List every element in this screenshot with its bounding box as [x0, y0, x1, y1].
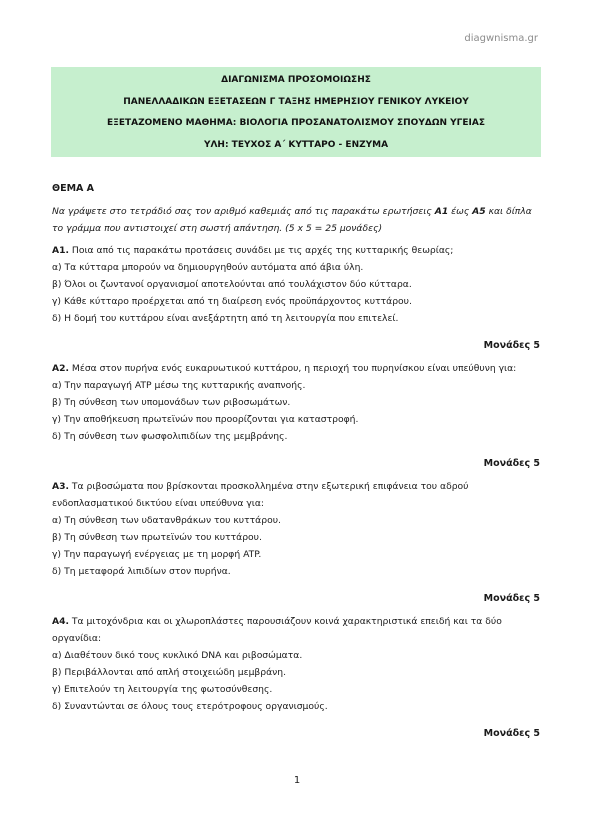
question-stem	[52, 613, 540, 647]
exam-header-box	[51, 67, 541, 157]
marks-label: Μονάδες 5	[483, 728, 540, 739]
question-stem	[52, 242, 540, 259]
question-stem	[52, 478, 540, 512]
question-label: Α1.	[52, 245, 69, 256]
option-b: β) Τη σύνθεση των πρωτεϊνών του κυττάρου.	[52, 532, 262, 543]
question-a2	[52, 360, 540, 472]
question-label: Α3.	[52, 481, 69, 492]
marks-label: Μονάδες 5	[483, 593, 540, 604]
instructions-text-1: Να γράψετε στο τετράδιό σας τον αριθμό καθεμιάς από τις παρακάτω ερωτήσεις	[52, 206, 435, 217]
instructions	[52, 203, 540, 237]
exam-content	[52, 180, 540, 748]
option-d: δ) Τη μεταφορά λιπιδίων στον πυρήνα.	[52, 566, 231, 577]
question-text: Τα ριβοσώματα που βρίσκονται προσκολλημένα στην εξωτερική επιφάνεια του αδρού ενδοπλασματικού δικτύου είναι υπεύθυνα για:	[52, 481, 469, 509]
option-d: δ) Τη σύνθεση των φωσφολιπιδίων της μεμβράνης.	[52, 431, 288, 442]
marks-label: Μονάδες 5	[483, 458, 540, 469]
option-b: β) Περιβάλλονται από απλή στοιχειώδη μεμβράνη.	[52, 667, 287, 678]
question-text: Μέσα στον πυρήνα ενός ευκαρυωτικού κυττάρου, η περιοχή του πυρηνίσκου είναι υπεύθυνη για:	[69, 363, 517, 374]
theme-title: ΘΕΜΑ Α	[52, 183, 95, 194]
header-line-syllabus: ΥΛΗ: ΤΕΥΧΟΣ Α΄ ΚΥΤΤΑΡΟ - ΕΝΖΥΜΑ	[203, 139, 389, 150]
option-c: γ) Την παραγωγή ενέργειας με τη μορφή ATP.	[52, 549, 262, 560]
option-c: γ) Την αποθήκευση πρωτεϊνών που προορίζονται για καταστροφή.	[52, 414, 359, 425]
header-line-subject: ΕΞΕΤΑΖΟΜΕΝΟ ΜΑΘΗΜΑ: ΒΙΟΛΟΓΙΑ ΠΡΟΣΑΝΑΤΟΛΙΣΜΟΥ ΣΠΟΥΔΩΝ ΥΓΕΙΑΣ	[107, 118, 485, 128]
option-a: α) Την παραγωγή ATP μέσω της κυτταρικής αναπνοής.	[52, 380, 306, 391]
option-d: δ) Η δομή του κυττάρου είναι ανεξάρτητη από τη λειτουργία που επιτελεί.	[52, 313, 399, 324]
instructions-a1: Α1	[434, 206, 449, 217]
question-a3	[52, 478, 540, 607]
header-line-title: ΔΙΑΓΩΝΙΣΜΑ ΠΡΟΣΟΜΟΙΩΣΗΣ	[221, 75, 371, 85]
question-label: Α4.	[52, 616, 69, 627]
option-a: α) Τη σύνθεση των υδατανθράκων του κυττάρου.	[52, 515, 281, 526]
header-line-exams: ΠΑΝΕΛΛΑΔΙΚΩΝ ΕΞΕΤΑΣΕΩΝ Γ ΤΑΞΗΣ ΗΜΕΡΗΣΙΟΥ ΓΕΝΙΚΟΥ ΛΥΚΕΙΟΥ	[123, 96, 469, 107]
option-b: β) Όλοι οι ζωντανοί οργανισμοί αποτελούνται από τουλάχιστον δύο κύτταρα.	[52, 279, 412, 290]
instructions-a5: Α5	[472, 206, 486, 217]
option-d: δ) Συναντώνται σε όλους τους ετερότροφους οργανισμούς.	[52, 701, 328, 712]
question-stem	[52, 360, 540, 377]
marks-label: Μονάδες 5	[483, 340, 540, 351]
question-a1	[52, 242, 540, 354]
option-c: γ) Επιτελούν τη λειτουργία της φωτοσύνθεσης.	[52, 684, 273, 695]
question-text: Τα μιτοχόνδρια και οι χλωροπλάστες παρουσιάζουν κοινά χαρακτηριστικά επειδή και τα δύο οργανίδια:	[52, 616, 502, 644]
option-a: α) Διαθέτουν δικό τους κυκλικό DNA και ριβοσώματα.	[52, 650, 303, 661]
site-watermark: diagwnisma.gr	[464, 33, 538, 44]
question-label: Α2.	[52, 363, 69, 374]
option-a: α) Τα κύτταρα μπορούν να δημιουργηθούν αυτόματα από άβια ύλη.	[52, 262, 364, 273]
question-text: Ποια από τις παρακάτω προτάσεις συνάδει με τις αρχές της κυτταρικής θεωρίας;	[69, 245, 454, 256]
question-a4	[52, 613, 540, 742]
instructions-text-2: έως	[448, 206, 473, 217]
option-c: γ) Κάθε κύτταρο προέρχεται από τη διαίρεση ενός προϋπάρχοντος κυττάρου.	[52, 296, 412, 307]
page-number: 1	[293, 775, 301, 786]
option-b: β) Τη σύνθεση των υπομονάδων των ριβοσωμάτων.	[52, 397, 291, 408]
instructions-text-3: και δίπλα το γράμμα που αντιστοιχεί στη σωστή απάντηση. (5 x 5 = 25 μονάδες)	[52, 206, 532, 234]
